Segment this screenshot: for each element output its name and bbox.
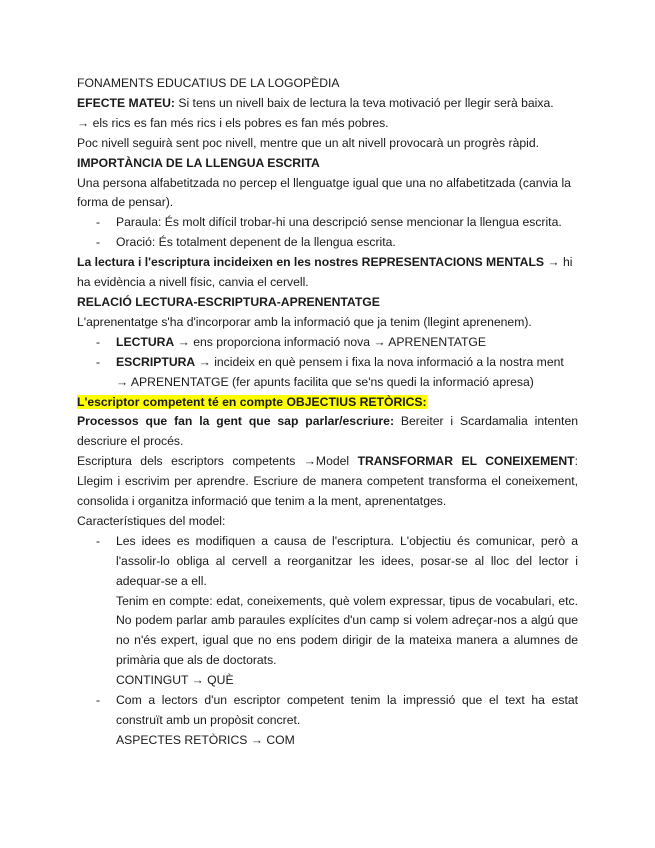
- list-item-text: [116, 353, 578, 393]
- dash-marker: -: [96, 215, 101, 230]
- model-text-2: : Llegim i escrivim per aprendre. Escriure de manera competent transforma el coneixement, consolida i organitza informació que tenim a la ment, aprenentatges.: [77, 454, 578, 509]
- list-item-text: CONTINGUT → QUÈ: [116, 673, 234, 688]
- list-item: [77, 353, 578, 393]
- list-item-text: Paraula: És molt difícil trobar-hi una descripció sense mencionar la llengua escrita.: [116, 215, 562, 230]
- dash-marker: -: [96, 334, 101, 349]
- efecte-mateu-paragraph: [77, 94, 578, 114]
- efecte-mateu-label: EFECTE MATEU:: [77, 95, 175, 110]
- efecte-line-2: → els rics es fan més rics i els pobres es fan més pobres.: [77, 115, 389, 130]
- list-item-text: ASPECTES RETÒRICS → COM: [116, 732, 295, 747]
- efecte-mateu-text: Si tens un nivell baix de lectura la teva motivació per llegir serà baixa.: [174, 95, 554, 110]
- list-item: [77, 233, 578, 253]
- list-item-text: Com a lectors d'un escriptor competent tenim la impressió que el text ha estat construït amb un propòsit concret.: [116, 693, 578, 727]
- efecte-line-3: Poc nivell seguirà sent poc nivell, mentre que un alt nivell provocarà un progrès ràpid.: [77, 135, 540, 150]
- processos-text: Bereiter i Scardamalia intenten descriure el procés.: [77, 414, 578, 449]
- list-item-text: [116, 333, 578, 353]
- dash-marker: -: [96, 693, 101, 708]
- dash-marker: -: [96, 533, 101, 548]
- processos-bold: Processos que fan la gent que sap parlar/escriure:: [77, 414, 395, 429]
- list-item: [77, 691, 578, 751]
- representacions-text: → hi ha evidència a nivell físic, canvia el cervell.: [77, 255, 573, 290]
- importancia-paragraph: Una persona alfabetitzada no percep el llenguatge igual que una no alfabetitzada (canvia la forma de pensar).: [77, 175, 571, 210]
- dash-marker: -: [96, 354, 101, 369]
- model-paragraph: [77, 452, 578, 512]
- highlight-heading: L'escriptor competent té en compte OBJECTIUS RETÒRICS:: [77, 394, 427, 409]
- list-item-bold: LECTURA: [116, 334, 175, 349]
- heading-importancia: IMPORTÀNCIA DE LA LLENGUA ESCRITA: [77, 155, 320, 170]
- relacio-list: [77, 333, 578, 393]
- list-item-rest: → ens proporciona informació nova → APRENENTATGE: [174, 334, 487, 349]
- list-item-text: Les idees es modifiquen a causa de l'escriptura. L'objectiu és comunicar, però a l'assolir-lo obliga al cervell a reorganitzar les idees, posar-se al lloc del lector i adequar-se a ell.: [116, 533, 578, 588]
- processos-paragraph: [77, 412, 578, 452]
- list-item-text: Oració: És totalment depenent de la llengua escrita.: [116, 235, 396, 250]
- importancia-list: [77, 213, 578, 253]
- dash-marker: -: [96, 235, 101, 250]
- model-text-1: Escriptura dels escriptors competents →Model: [77, 454, 358, 469]
- caracteristiques-label: Característiques del model:: [77, 513, 226, 528]
- representacions-paragraph: [77, 253, 578, 293]
- list-item-rest: → incideix en què pensem i fixa la nova informació a la nostra ment → APRENENTATGE (fer apunts facilita que se'ns quedi la informació apresa): [116, 354, 564, 389]
- document-title: FONAMENTS EDUCATIUS DE LA LOGOPÈDIA: [77, 76, 340, 90]
- representacions-bold: La lectura i l'escriptura incideixen en les nostres REPRESENTACIONS MENTALS: [77, 255, 545, 270]
- model-list: [77, 532, 578, 751]
- relacio-paragraph: L'aprenentatge s'ha d'incorporar amb la informació que ja tenim (llegint aprenenem).: [77, 314, 532, 329]
- list-item: [77, 213, 578, 233]
- highlight-heading-line: [77, 393, 578, 413]
- model-bold: TRANSFORMAR EL CONEIXEMENT: [357, 454, 575, 469]
- list-item: [77, 532, 578, 691]
- list-item-text: Tenim en compte: edat, coneixements, què volem expressar, tipus de vocabulari, etc. No podem parlar amb paraules explícites d'un camp si volem adreçar-nos a algú que no n'és expert, igual que no ens podem dirigir de la mateixa manera a alumnes de primària que als de doctorats.: [116, 593, 578, 668]
- heading-relacio: RELACIÓ LECTURA-ESCRIPTURA-APRENENTATGE: [77, 294, 380, 309]
- list-item-bold: ESCRIPTURA: [116, 354, 196, 369]
- document-page: [77, 74, 578, 751]
- list-item: [77, 333, 578, 353]
